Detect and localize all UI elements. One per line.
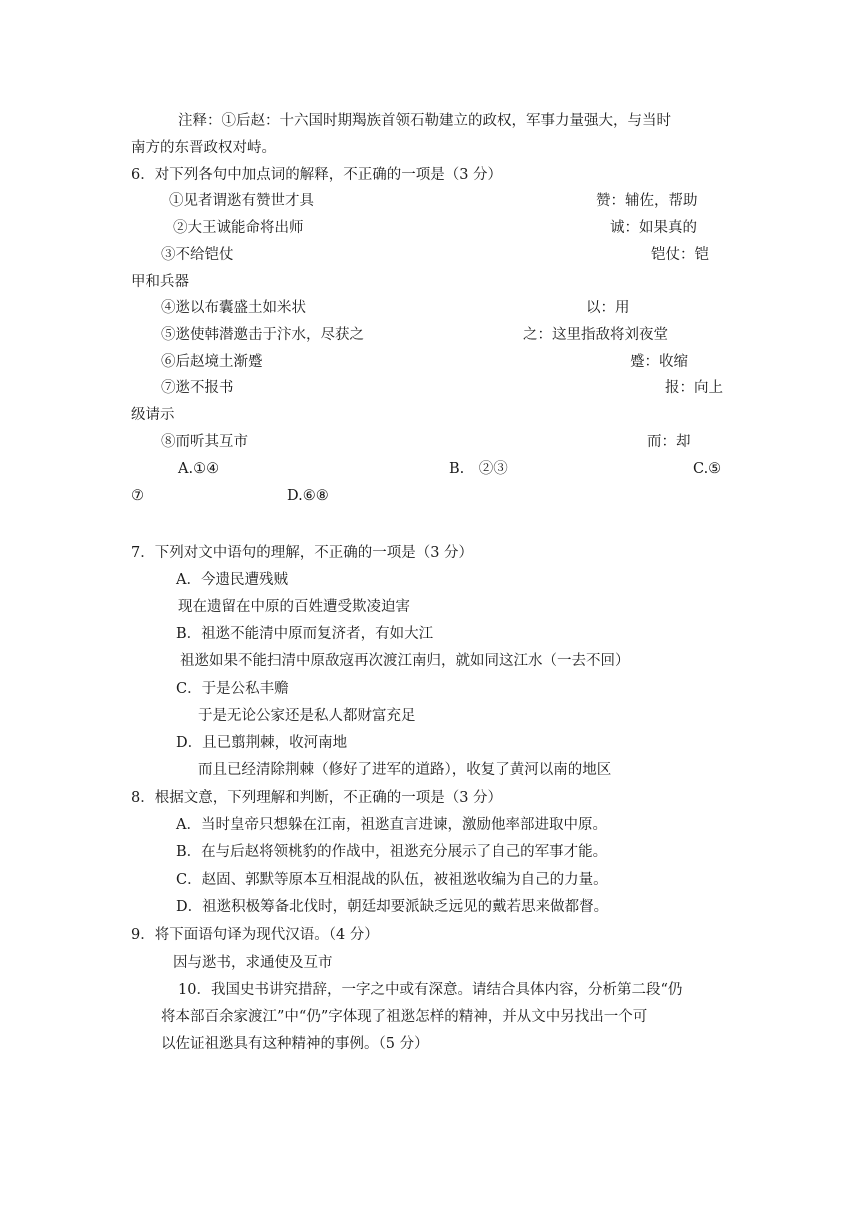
q6-item-3-gloss: 铠仗：铠 <box>651 247 709 263</box>
q7-option-c: C．于是公私丰赡 <box>176 681 289 697</box>
q6-item-2-sentence: ②大王诚能命将出师 <box>173 220 304 236</box>
q10-line-3: 以佐证祖逖具有这种精神的事例。（5 分） <box>161 1036 429 1052</box>
q6-item-5-sentence: ⑤逖使韩潜邀击于汴水，尽获之 <box>161 327 364 343</box>
q6-option-a: A.①④ <box>178 461 220 477</box>
q6-stem: 6．对下列各句中加点词的解释，不正确的一项是（3 分） <box>131 167 503 183</box>
q8-stem: 8．根据文意，下列理解和判断，不正确的一项是（3 分） <box>131 790 503 806</box>
q10-line-1: 10．我国史书讲究措辞，一字之中或有深意。请结合具体内容，分析第二段“仍 <box>178 982 683 998</box>
q6-item-7-gloss: 报：向上 <box>665 380 723 396</box>
q6-item-2-gloss: 诚：如果真的 <box>610 220 697 236</box>
q8-option-c: C．赵固、郭默等原本互相混战的队伍，被祖逖收编为自己的力量。 <box>176 872 608 888</box>
q6-item-3-gloss-cont: 甲和兵器 <box>131 274 189 290</box>
note-line-1: 注释：①后赵：十六国时期羯族首领石勒建立的政权，军事力量强大，与当时 <box>178 113 671 129</box>
q8-option-a: A．当时皇帝只想躲在江南，祖逖直言进谏，激励他率部进取中原。 <box>176 817 607 833</box>
q8-option-d: D．祖逖积极筹备北伐时，朝廷却要派缺乏远见的戴若思来做都督。 <box>176 899 609 915</box>
q8-option-b: B．在与后赵将领桃豹的作战中，祖逖充分展示了自己的军事才能。 <box>176 844 608 860</box>
q6-item-4-gloss: 以：用 <box>586 300 630 316</box>
q10-line-2: 将本部百余家渡江”中“仍”字体现了祖逖怎样的精神，并从文中另找出一个可 <box>161 1009 648 1025</box>
q7-option-d: D．且已翦荆棘，收河南地 <box>176 735 348 751</box>
q6-item-6-sentence: ⑥后赵境土渐蹙 <box>161 354 263 370</box>
q6-item-8-gloss: 而：却 <box>647 434 691 450</box>
q7-option-d-explanation: 而且已经清除荆棘（修好了进军的道路），收复了黄河以南的地区 <box>198 762 612 778</box>
q6-option-c: C.⑤ <box>693 461 722 477</box>
q6-option-d: D.⑥⑧ <box>287 488 329 504</box>
q7-option-a: A．今遗民遭残贼 <box>176 572 288 588</box>
q9-stem: 9．将下面语句译为现代汉语。（4 分） <box>131 927 379 943</box>
q6-item-1-gloss: 赞：辅佐，帮助 <box>596 193 698 209</box>
q7-option-b: B．祖逖不能清中原而复济者，有如大江 <box>176 626 434 642</box>
q6-item-1-sentence: ①见者谓逖有赞世才具 <box>169 193 314 209</box>
q7-option-c-explanation: 于是无论公家还是私人都财富充足 <box>198 708 416 724</box>
q6-item-3-sentence: ③不给铠仗 <box>161 247 234 263</box>
q6-item-8-sentence: ⑧而听其互市 <box>161 434 248 450</box>
note-line-2: 南方的东晋政权对峙。 <box>131 140 276 156</box>
q6-item-4-sentence: ④逖以布囊盛土如米状 <box>161 300 306 316</box>
q6-item-7-sentence: ⑦逖不报书 <box>161 380 234 396</box>
q6-item-5-gloss: 之：这里指敌将刘夜堂 <box>523 327 668 343</box>
q7-option-a-explanation: 现在遗留在中原的百姓遭受欺凌迫害 <box>178 599 410 615</box>
q6-option-b: B. ②③ <box>449 461 508 477</box>
q9-sentence: 因与逖书，求通使及互市 <box>173 955 333 971</box>
q6-item-6-gloss: 蹙：收缩 <box>630 354 688 370</box>
q6-option-c-cont: ⑦ <box>131 488 144 504</box>
q6-item-7-gloss-cont: 级请示 <box>131 407 175 423</box>
q7-stem: 7．下列对文中语句的理解，不正确的一项是（3 分） <box>131 545 474 561</box>
q7-option-b-explanation: 祖逖如果不能扫清中原敌寇再次渡江南归，就如同这江水（一去不回） <box>180 653 630 669</box>
